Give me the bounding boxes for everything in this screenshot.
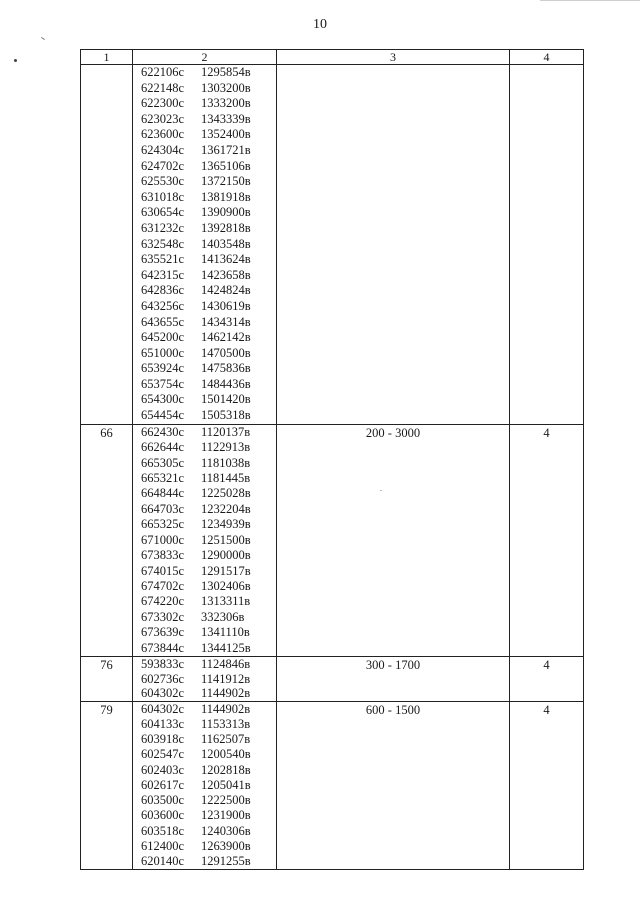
longitude-code: 1313311в xyxy=(201,594,251,609)
latitude-code: 603918с xyxy=(141,732,185,747)
longitude-code: 1205041в xyxy=(201,777,251,792)
coordinate-item xyxy=(133,159,276,175)
class-value: 4 xyxy=(510,701,584,870)
coordinate-item xyxy=(133,315,276,331)
longitude-code: 1153313в xyxy=(201,716,251,731)
longitude-code: 1303200в xyxy=(201,80,251,95)
coordinate-item xyxy=(133,793,276,808)
class-value: 4 xyxy=(510,657,584,702)
coordinate-item xyxy=(133,747,276,762)
range-value xyxy=(277,65,510,425)
coordinate-item xyxy=(133,702,276,717)
longitude-code: 1341110в xyxy=(201,625,250,640)
longitude-code: 1413624в xyxy=(201,252,251,267)
coordinate-item xyxy=(133,824,276,839)
longitude-code: 1181445в xyxy=(201,470,251,485)
coordinate-item xyxy=(133,686,276,701)
coordinate-item xyxy=(133,486,276,501)
longitude-code: 1291517в xyxy=(201,563,251,578)
coordinate-item xyxy=(133,377,276,393)
row-number: 66 xyxy=(81,424,133,657)
coordinate-item xyxy=(133,594,276,609)
latitude-code: 630654с xyxy=(141,205,185,220)
header-col-3: 3 xyxy=(277,50,510,65)
coordinate-item xyxy=(133,330,276,346)
longitude-code: 1124846в xyxy=(201,657,251,672)
header-col-4: 4 xyxy=(510,50,584,65)
longitude-code: 1381918в xyxy=(201,189,251,204)
range-value: 200 - 3000 xyxy=(277,424,510,657)
longitude-code: 1361721в xyxy=(201,142,251,157)
longitude-code: 1240306в xyxy=(201,823,251,838)
latitude-code: 664844с xyxy=(141,486,185,501)
longitude-code: 1144902в xyxy=(201,686,251,701)
longitude-code: 1475836в xyxy=(201,361,251,376)
longitude-code: 1462142в xyxy=(201,330,251,345)
latitude-code: 631232с xyxy=(141,220,185,235)
coordinate-item xyxy=(133,839,276,854)
longitude-code: 1505318в xyxy=(201,408,251,423)
latitude-code: 602736с xyxy=(141,671,185,686)
latitude-code: 673639с xyxy=(141,625,185,640)
latitude-code: 625530с xyxy=(141,174,185,189)
latitude-code: 642836с xyxy=(141,283,185,298)
table-row xyxy=(81,424,584,657)
coordinate-item xyxy=(133,763,276,778)
latitude-code: 674015с xyxy=(141,563,185,578)
latitude-code: 631018с xyxy=(141,189,185,204)
latitude-code: 622106с xyxy=(141,65,185,79)
row-number: 76 xyxy=(81,657,133,702)
coordinate-item xyxy=(133,96,276,112)
latitude-code: 602617с xyxy=(141,777,185,792)
latitude-code: 603600с xyxy=(141,808,185,823)
coordinate-list xyxy=(133,424,277,657)
latitude-code: 604302с xyxy=(141,686,185,701)
coordinate-item xyxy=(133,517,276,532)
latitude-code: 643655с xyxy=(141,314,185,329)
coordinate-item xyxy=(133,252,276,268)
scan-speck xyxy=(380,490,382,491)
longitude-code: 1181038в xyxy=(201,455,251,470)
longitude-code: 1231900в xyxy=(201,808,251,823)
coordinate-item xyxy=(133,127,276,143)
class-value: 4 xyxy=(510,424,584,657)
class-value xyxy=(510,65,584,425)
coordinate-item xyxy=(133,471,276,486)
table-row xyxy=(81,701,584,870)
scan-speck xyxy=(14,59,17,62)
longitude-code: 1251500в xyxy=(201,532,251,547)
longitude-code: 1365106в xyxy=(201,158,251,173)
latitude-code: 651000с xyxy=(141,345,185,360)
coordinate-item xyxy=(133,65,276,81)
coordinate-item xyxy=(133,361,276,377)
longitude-code: 1302406в xyxy=(201,579,251,594)
coordinate-item xyxy=(133,533,276,548)
longitude-code: 1234939в xyxy=(201,517,251,532)
latitude-code: 604133с xyxy=(141,716,185,731)
latitude-code: 673302с xyxy=(141,609,185,624)
latitude-code: 654454с xyxy=(141,408,185,423)
latitude-code: 603500с xyxy=(141,793,185,808)
coordinate-item xyxy=(133,221,276,237)
latitude-code: 623023с xyxy=(141,111,185,126)
coordinate-item xyxy=(133,237,276,253)
latitude-code: 604302с xyxy=(141,701,185,716)
latitude-code: 622148с xyxy=(141,80,185,95)
longitude-code: 1263900в xyxy=(201,838,251,853)
latitude-code: 665325с xyxy=(141,517,185,532)
coordinate-item xyxy=(133,81,276,97)
coordinate-list xyxy=(133,701,277,870)
longitude-code: 1372150в xyxy=(201,174,251,189)
coordinate-item xyxy=(133,502,276,517)
latitude-code: 642315с xyxy=(141,267,185,282)
latitude-code: 623600с xyxy=(141,127,185,142)
coordinate-item xyxy=(133,717,276,732)
latitude-code: 674702с xyxy=(141,579,185,594)
latitude-code: 645200с xyxy=(141,330,185,345)
longitude-code: 1333200в xyxy=(201,96,251,111)
latitude-code: 624304с xyxy=(141,142,185,157)
coordinate-item xyxy=(133,268,276,284)
longitude-code: 1202818в xyxy=(201,762,251,777)
longitude-code: 332306в xyxy=(201,609,245,624)
coordinate-item xyxy=(133,299,276,315)
latitude-code: 603518с xyxy=(141,823,185,838)
longitude-code: 1430619в xyxy=(201,298,251,313)
coordinate-item xyxy=(133,440,276,455)
latitude-code: 635521с xyxy=(141,252,185,267)
scan-speck xyxy=(41,37,45,40)
latitude-code: 673844с xyxy=(141,640,185,655)
coordinate-item xyxy=(133,610,276,625)
coordinate-item xyxy=(133,732,276,747)
longitude-code: 1295854в xyxy=(201,65,251,79)
coordinate-item xyxy=(133,778,276,793)
range-value: 600 - 1500 xyxy=(277,701,510,870)
longitude-code: 1222500в xyxy=(201,793,251,808)
latitude-code: 643256с xyxy=(141,298,185,313)
longitude-code: 1291255в xyxy=(201,854,251,869)
latitude-code: 671000с xyxy=(141,532,185,547)
longitude-code: 1232204в xyxy=(201,501,251,516)
longitude-code: 1344125в xyxy=(201,640,251,655)
longitude-code: 1200540в xyxy=(201,747,251,762)
latitude-code: 674220с xyxy=(141,594,185,609)
latitude-code: 653924с xyxy=(141,361,185,376)
latitude-code: 612400с xyxy=(141,838,185,853)
coordinate-item xyxy=(133,205,276,221)
coordinate-item xyxy=(133,392,276,408)
longitude-code: 1162507в xyxy=(201,732,251,747)
longitude-code: 1343339в xyxy=(201,111,251,126)
coordinate-item xyxy=(133,425,276,440)
table-header-row xyxy=(81,50,584,65)
coordinate-item xyxy=(133,625,276,640)
longitude-code: 1424824в xyxy=(201,283,251,298)
row-number xyxy=(81,65,133,425)
longitude-code: 1403548в xyxy=(201,236,251,251)
coordinate-item xyxy=(133,808,276,823)
longitude-code: 1352400в xyxy=(201,127,251,142)
latitude-code: 602547с xyxy=(141,747,185,762)
coordinate-item xyxy=(133,564,276,579)
coordinate-item xyxy=(133,174,276,190)
coordinate-item xyxy=(133,672,276,687)
coordinate-item xyxy=(133,854,276,869)
coordinate-item xyxy=(133,112,276,128)
coordinates-table xyxy=(80,49,584,870)
row-number: 79 xyxy=(81,701,133,870)
longitude-code: 1290000в xyxy=(201,548,251,563)
coordinate-item xyxy=(133,346,276,362)
latitude-code: 593833с xyxy=(141,657,185,672)
latitude-code: 624702с xyxy=(141,158,185,173)
latitude-code: 632548с xyxy=(141,236,185,251)
coordinate-item xyxy=(133,190,276,206)
table-row xyxy=(81,657,584,702)
longitude-code: 1144902в xyxy=(201,701,251,716)
longitude-code: 1122913в xyxy=(201,440,251,455)
latitude-code: 664703с xyxy=(141,501,185,516)
longitude-code: 1501420в xyxy=(201,392,251,407)
range-value: 300 - 1700 xyxy=(277,657,510,702)
longitude-code: 1120137в xyxy=(201,424,251,439)
coordinate-item xyxy=(133,579,276,594)
page-number: 10 xyxy=(313,17,327,32)
longitude-code: 1423658в xyxy=(201,267,251,282)
longitude-code: 1484436в xyxy=(201,376,251,391)
longitude-code: 1225028в xyxy=(201,486,251,501)
latitude-code: 673833с xyxy=(141,548,185,563)
coordinate-list xyxy=(133,657,277,702)
longitude-code: 1470500в xyxy=(201,345,251,360)
longitude-code: 1434314в xyxy=(201,314,251,329)
latitude-code: 653754с xyxy=(141,376,185,391)
longitude-code: 1141912в xyxy=(201,671,251,686)
latitude-code: 602403с xyxy=(141,762,185,777)
latitude-code: 622300с xyxy=(141,96,185,111)
coordinate-item xyxy=(133,641,276,656)
latitude-code: 662430с xyxy=(141,424,185,439)
scan-edge-line xyxy=(540,0,640,1)
latitude-code: 665321с xyxy=(141,470,185,485)
latitude-code: 662644с xyxy=(141,440,185,455)
header-col-2: 2 xyxy=(133,50,277,65)
latitude-code: 665305с xyxy=(141,455,185,470)
longitude-code: 1390900в xyxy=(201,205,251,220)
coordinate-item xyxy=(133,548,276,563)
latitude-code: 620140с xyxy=(141,854,185,869)
coordinate-item xyxy=(133,283,276,299)
coordinate-item xyxy=(133,408,276,424)
coordinate-item xyxy=(133,456,276,471)
coordinate-list xyxy=(133,65,277,425)
table-row xyxy=(81,65,584,425)
latitude-code: 654300с xyxy=(141,392,185,407)
longitude-code: 1392818в xyxy=(201,220,251,235)
coordinate-item xyxy=(133,143,276,159)
coordinate-item xyxy=(133,657,276,672)
header-col-1: 1 xyxy=(81,50,133,65)
